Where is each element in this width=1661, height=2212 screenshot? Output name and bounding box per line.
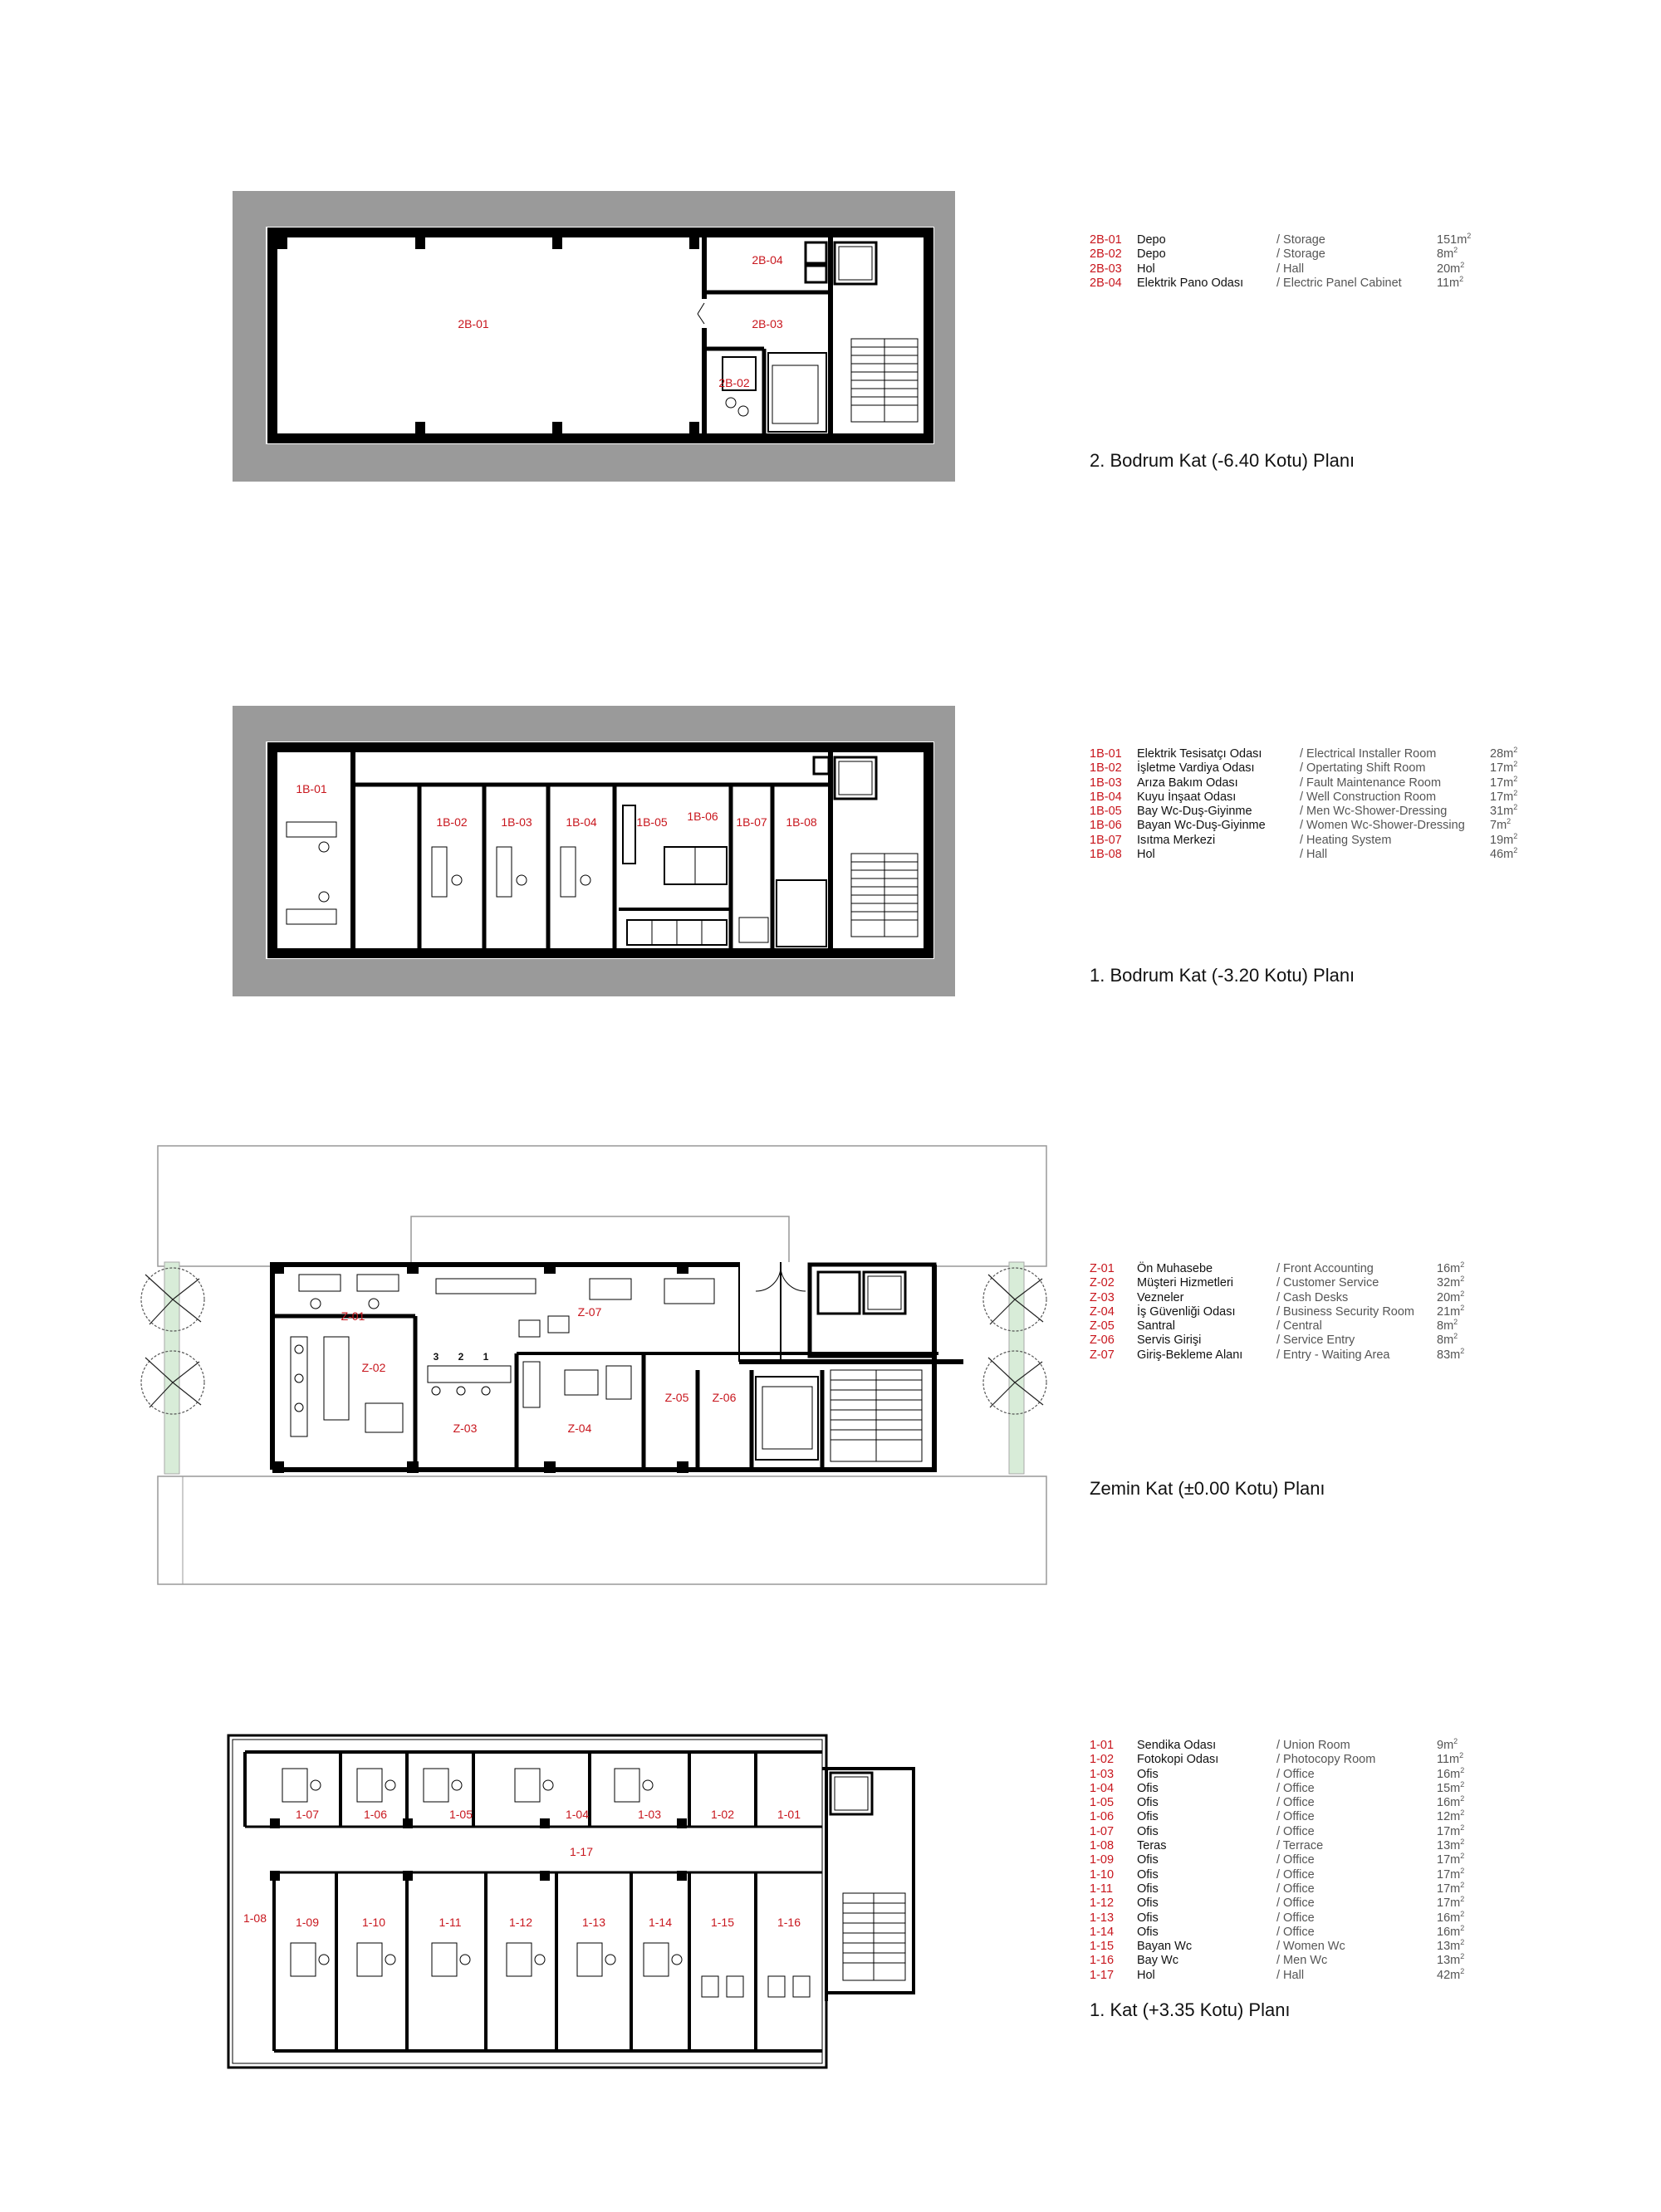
room-label: 1B-05	[636, 815, 668, 829]
room-label: 2B-03	[752, 317, 783, 330]
room-label: Z-04	[567, 1422, 592, 1435]
room-label: Z-05	[664, 1391, 689, 1404]
room-label: 1B-06	[687, 810, 718, 823]
legend-row: Z-06 Servis Girişi / Service Entry $8m^2$	[1090, 1332, 1458, 1348]
legend-row: 1B-03 Arıza Bakım Odası / Fault Maintenance Room $17m^2$	[1090, 774, 1518, 790]
room-label: Z-02	[361, 1361, 386, 1374]
room-label: 1B-04	[566, 815, 597, 829]
legend-row: 1B-08 Hol / Hall $46m^2$	[1090, 846, 1518, 862]
room-label: 1-17	[569, 1845, 594, 1858]
legend-row: Z-01 Ön Muhasebe / Front Accounting $16m^2$	[1090, 1260, 1465, 1275]
legend-row: 1-09 Ofis / Office $17m^2$	[1090, 1852, 1465, 1867]
room-label: 1-16	[777, 1916, 801, 1929]
room-label: 1-05	[448, 1808, 473, 1821]
plan-first-floor-drawing	[224, 1719, 947, 2084]
plan-title: 2. Bodrum Kat (-6.40 Kotu) Planı	[1090, 450, 1355, 471]
plan-ground-floor	[125, 1138, 1063, 1594]
legend-basement-2	[1090, 233, 1521, 291]
legend-row: 1-10 Ofis / Office $17m^2$	[1090, 1866, 1465, 1882]
legend-row: Z-04 İş Güvenliği Odası / Business Security Room $21m^2$	[1090, 1304, 1465, 1319]
legend-row: 2B-03 Hol / Hall $20m^2$	[1090, 260, 1465, 276]
legend-row: 1B-07 Isıtma Merkezi / Heating System $19m^2$	[1090, 831, 1518, 847]
legend-row: 1-02 Fotokopi Odası / Photocopy Room $11m^2$	[1090, 1751, 1464, 1767]
room-label: 1-12	[508, 1916, 533, 1929]
legend-row: 1-14 Ofis / Office $16m^2$	[1090, 1924, 1465, 1939]
legend-row: 1-11 Ofis / Office $17m^2$	[1090, 1881, 1465, 1896]
desk-number: 3	[433, 1351, 439, 1363]
room-label: 1B-03	[501, 815, 532, 829]
legend-row: Z-05 Santral / Central $8m^2$	[1090, 1318, 1458, 1334]
legend-basement-1	[1090, 747, 1555, 862]
plan-ground-floor-drawing	[125, 1138, 1063, 1594]
legend-row: 1-13 Ofis / Office $16m^2$	[1090, 1909, 1465, 1925]
legend-row: 1-04 Ofis / Office $15m^2$	[1090, 1780, 1465, 1795]
legend-row: Z-03 Vezneler / Cash Desks $20m^2$	[1090, 1289, 1465, 1304]
plan-basement-1	[233, 706, 955, 996]
room-label: Z-03	[453, 1422, 478, 1435]
legend-row: 1-05 Ofis / Office $16m^2$	[1090, 1794, 1465, 1810]
room-label: 1B-07	[736, 815, 767, 829]
legend-row: Z-02 Müşteri Hizmetleri / Customer Service $32m^2$	[1090, 1275, 1465, 1290]
room-label: 1-06	[363, 1808, 388, 1821]
legend-row: 2B-02 Depo / Storage $8m^2$	[1090, 246, 1458, 262]
plan-title: 1. Kat (+3.35 Kotu) Planı	[1090, 1999, 1291, 2020]
room-label: 2B-02	[718, 376, 750, 389]
legend-row: 2B-01 Depo / Storage $151m^2$	[1090, 232, 1472, 247]
room-label: 1-03	[637, 1808, 662, 1821]
plan-first-floor	[224, 1719, 947, 2084]
room-label: 1-10	[361, 1916, 386, 1929]
room-label: 1-14	[648, 1916, 673, 1929]
legend-row: 1-17 Hol / Hall $42m^2$	[1090, 1966, 1465, 1982]
plan-basement-1-drawing	[233, 706, 955, 996]
room-label: Z-07	[577, 1305, 602, 1319]
room-label: 1-13	[581, 1916, 606, 1929]
legend-row: 1-12 Ofis / Office $17m^2$	[1090, 1895, 1465, 1911]
plan-title: Zemin Kat (±0.00 Kotu) Planı	[1090, 1478, 1325, 1499]
room-label: Z-06	[712, 1391, 737, 1404]
legend-row: 1-15 Bayan Wc / Women Wc $13m^2$	[1090, 1938, 1465, 1954]
room-label: 1-07	[295, 1808, 320, 1821]
legend-row: 1-03 Ofis / Office $16m^2$	[1090, 1765, 1465, 1781]
plan-title: 1. Bodrum Kat (-3.20 Kotu) Planı	[1090, 965, 1355, 986]
legend-first-floor	[1090, 1739, 1521, 1983]
room-label: 1-08	[243, 1911, 267, 1925]
room-label: 1-04	[565, 1808, 590, 1821]
room-label: Z-01	[341, 1309, 365, 1323]
legend-row: 1B-05 Bay Wc-Duş-Giyinme / Men Wc-Shower-Dressing $31m^2$	[1090, 803, 1518, 819]
desk-number: 2	[458, 1351, 464, 1363]
room-label: 1-09	[295, 1916, 320, 1929]
legend-row: 1-01 Sendika Odası / Union Room $9m^2$	[1090, 1737, 1458, 1752]
room-label: 1B-01	[296, 782, 327, 795]
legend-ground-floor	[1090, 1262, 1521, 1363]
legend-row: 1B-01 Elektrik Tesisatçı Odası / Electrical Installer Room $28m^2$	[1090, 746, 1518, 761]
legend-row: 1-08 Teras / Terrace $13m^2$	[1090, 1838, 1465, 1853]
room-label: 1B-02	[436, 815, 468, 829]
desk-number: 1	[483, 1351, 489, 1363]
room-label: 2B-01	[458, 317, 489, 330]
legend-row: Z-07 Giriş-Bekleme Alanı / Entry - Waiting Area $83m^2$	[1090, 1346, 1465, 1362]
legend-row: 1-07 Ofis / Office $17m^2$	[1090, 1823, 1465, 1838]
legend-row: 2B-04 Elektrik Pano Odası / Electric Panel Cabinet $11m^2$	[1090, 275, 1464, 290]
legend-row: 1B-02 İşletme Vardiya Odası / Opertating Shift Room $17m^2$	[1090, 760, 1518, 776]
legend-row: 1-06 Ofis / Office $12m^2$	[1090, 1808, 1465, 1824]
plan-basement-2	[233, 191, 955, 482]
room-label: 1-11	[439, 1916, 462, 1929]
plan-basement-2-drawing	[233, 191, 955, 482]
legend-row: 1B-04 Kuyu İnşaat Odası / Well Construction Room $17m^2$	[1090, 789, 1518, 804]
room-label: 1-01	[777, 1808, 801, 1821]
legend-row: 1-16 Bay Wc / Men Wc $13m^2$	[1090, 1952, 1465, 1968]
legend-row: 1B-06 Bayan Wc-Duş-Giyinme / Women Wc-Shower-Dressing $7m^2$	[1090, 817, 1512, 833]
room-label: 1B-08	[786, 815, 817, 829]
room-label: 1-15	[710, 1916, 735, 1929]
room-label: 1-02	[710, 1808, 735, 1821]
room-label: 2B-04	[752, 253, 783, 267]
